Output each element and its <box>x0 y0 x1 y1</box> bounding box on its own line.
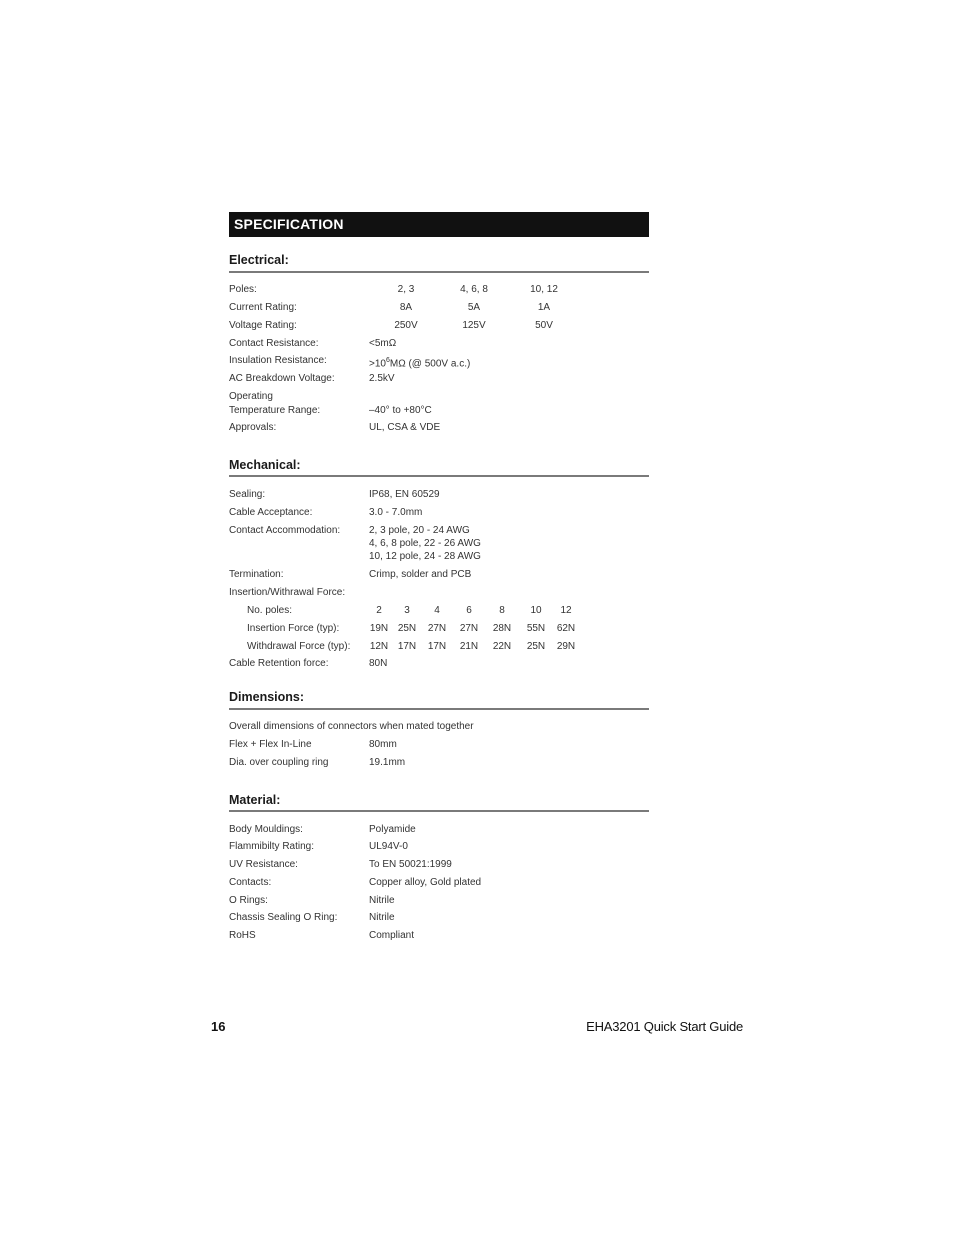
dimensions-heading: Dimensions: <box>229 690 305 704</box>
termination-value: Crimp, solder and PCB <box>369 569 472 580</box>
overall-dimensions-note: Overall dimensions of connectors when mated together <box>229 721 474 732</box>
withdrawal-force-cell: 12N <box>369 641 389 652</box>
approvals-value: UL, CSA & VDE <box>369 422 441 433</box>
withdrawal-force-cell: 17N <box>397 641 417 652</box>
approvals-label: Approvals: <box>229 422 277 433</box>
insertion-force-cell: 62N <box>556 623 576 634</box>
material-label: Body Mouldings: <box>229 824 303 835</box>
material-label: O Rings: <box>229 895 268 906</box>
no-poles-cell: 12 <box>560 605 572 616</box>
coupling-ring-label: Dia. over coupling ring <box>229 757 329 768</box>
no-poles-cell: 4 <box>434 605 440 616</box>
no-poles-cell: 2 <box>376 605 382 616</box>
no-poles-label: No. poles: <box>247 605 293 616</box>
poles-value-2: 4, 6, 8 <box>460 284 488 295</box>
insertion-force-cell: 19N <box>369 623 389 634</box>
contact-resistance-label: Contact Resistance: <box>229 338 319 349</box>
cable-acceptance-value: 3.0 - 7.0mm <box>369 507 423 518</box>
coupling-ring-value: 19.1mm <box>369 757 406 768</box>
ac-breakdown-value: 2.5kV <box>369 373 395 384</box>
insertion-force-cell: 27N <box>427 623 447 634</box>
sealing-value: IP68, EN 60529 <box>369 489 440 500</box>
insertion-force-cell: 28N <box>492 623 512 634</box>
guide-title: EHA3201 Quick Start Guide <box>586 1019 743 1034</box>
material-value: To EN 50021:1999 <box>369 859 452 870</box>
mechanical-heading: Mechanical: <box>229 458 301 472</box>
insulation-resistance-label: Insulation Resistance: <box>229 355 327 366</box>
insertion-force-cell: 55N <box>526 623 546 634</box>
voltage-rating-label: Voltage Rating: <box>229 320 297 331</box>
withdrawal-force-cell: 29N <box>556 641 576 652</box>
operating-label-line1: Operating <box>229 391 273 402</box>
voltage-rating-1: 250V <box>394 320 418 331</box>
insertion-force-cell: 25N <box>397 623 417 634</box>
cable-retention-value: 80N <box>369 658 388 669</box>
poles-label: Poles: <box>229 284 257 295</box>
voltage-rating-2: 125V <box>462 320 486 331</box>
material-label: Chassis Sealing O Ring: <box>229 912 338 923</box>
electrical-divider <box>229 271 649 273</box>
mechanical-divider <box>229 475 649 477</box>
contact-accommodation-line3: 10, 12 pole, 24 - 28 AWG <box>369 551 481 562</box>
voltage-rating-3: 50V <box>535 320 553 331</box>
no-poles-cell: 10 <box>530 605 542 616</box>
current-rating-2: 5A <box>467 302 481 313</box>
sealing-label: Sealing: <box>229 489 266 500</box>
insertion-force-cell: 27N <box>459 623 479 634</box>
insulation-resistance-value: $>10^6M\Omega$ (@ 500V a.c.) <box>369 357 471 370</box>
contact-accommodation-line1: 2, 3 pole, 20 - 24 AWG <box>369 525 470 536</box>
contact-resistance-value: <5mΩ <box>369 338 397 349</box>
material-value: Nitrile <box>369 895 395 906</box>
withdrawal-force-cell: 25N <box>526 641 546 652</box>
temperature-range-value: –40° to +80°C <box>369 405 432 416</box>
no-poles-cell: 6 <box>466 605 472 616</box>
material-label: UV Resistance: <box>229 859 298 870</box>
withdrawal-force-cell: 21N <box>459 641 479 652</box>
electrical-heading: Electrical: <box>229 253 289 267</box>
dimensions-divider <box>229 708 649 710</box>
material-value: Polyamide <box>369 824 416 835</box>
material-heading: Material: <box>229 793 281 807</box>
page-number: 16 <box>211 1019 226 1034</box>
material-value: Nitrile <box>369 912 395 923</box>
current-rating-label: Current Rating: <box>229 302 297 313</box>
ac-breakdown-label: AC Breakdown Voltage: <box>229 373 335 384</box>
operating-label-line2: Temperature Range: <box>229 405 321 416</box>
flex-inline-label: Flex + Flex In-Line <box>229 739 312 750</box>
material-label: RoHS <box>229 930 256 941</box>
insertion-force-label: Insertion Force (typ): <box>247 623 340 634</box>
termination-label: Termination: <box>229 569 284 580</box>
material-divider <box>229 810 649 812</box>
material-label: Flammibilty Rating: <box>229 841 315 852</box>
flex-inline-value: 80mm <box>369 739 397 750</box>
cable-acceptance-label: Cable Acceptance: <box>229 507 313 518</box>
contact-accommodation-label: Contact Accommodation: <box>229 525 341 536</box>
poles-value-1: 2, 3 <box>397 284 415 295</box>
current-rating-1: 8A <box>399 302 413 313</box>
insertion-withdrawal-label: Insertion/Withrawal Force: <box>229 587 346 598</box>
current-rating-3: 1A <box>537 302 551 313</box>
withdrawal-force-cell: 22N <box>492 641 512 652</box>
no-poles-cell: 3 <box>404 605 410 616</box>
material-label: Contacts: <box>229 877 272 888</box>
contact-accommodation-line2: 4, 6, 8 pole, 22 - 26 AWG <box>369 538 481 549</box>
material-value: Compliant <box>369 930 415 941</box>
material-value: UL94V-0 <box>369 841 408 852</box>
no-poles-cell: 8 <box>499 605 505 616</box>
material-value: Copper alloy, Gold plated <box>369 877 482 888</box>
cable-retention-label: Cable Retention force: <box>229 658 329 669</box>
specification-banner: SPECIFICATION <box>229 212 649 237</box>
withdrawal-force-label: Withdrawal Force (typ): <box>247 641 351 652</box>
poles-value-3: 10, 12 <box>530 284 558 295</box>
withdrawal-force-cell: 17N <box>427 641 447 652</box>
